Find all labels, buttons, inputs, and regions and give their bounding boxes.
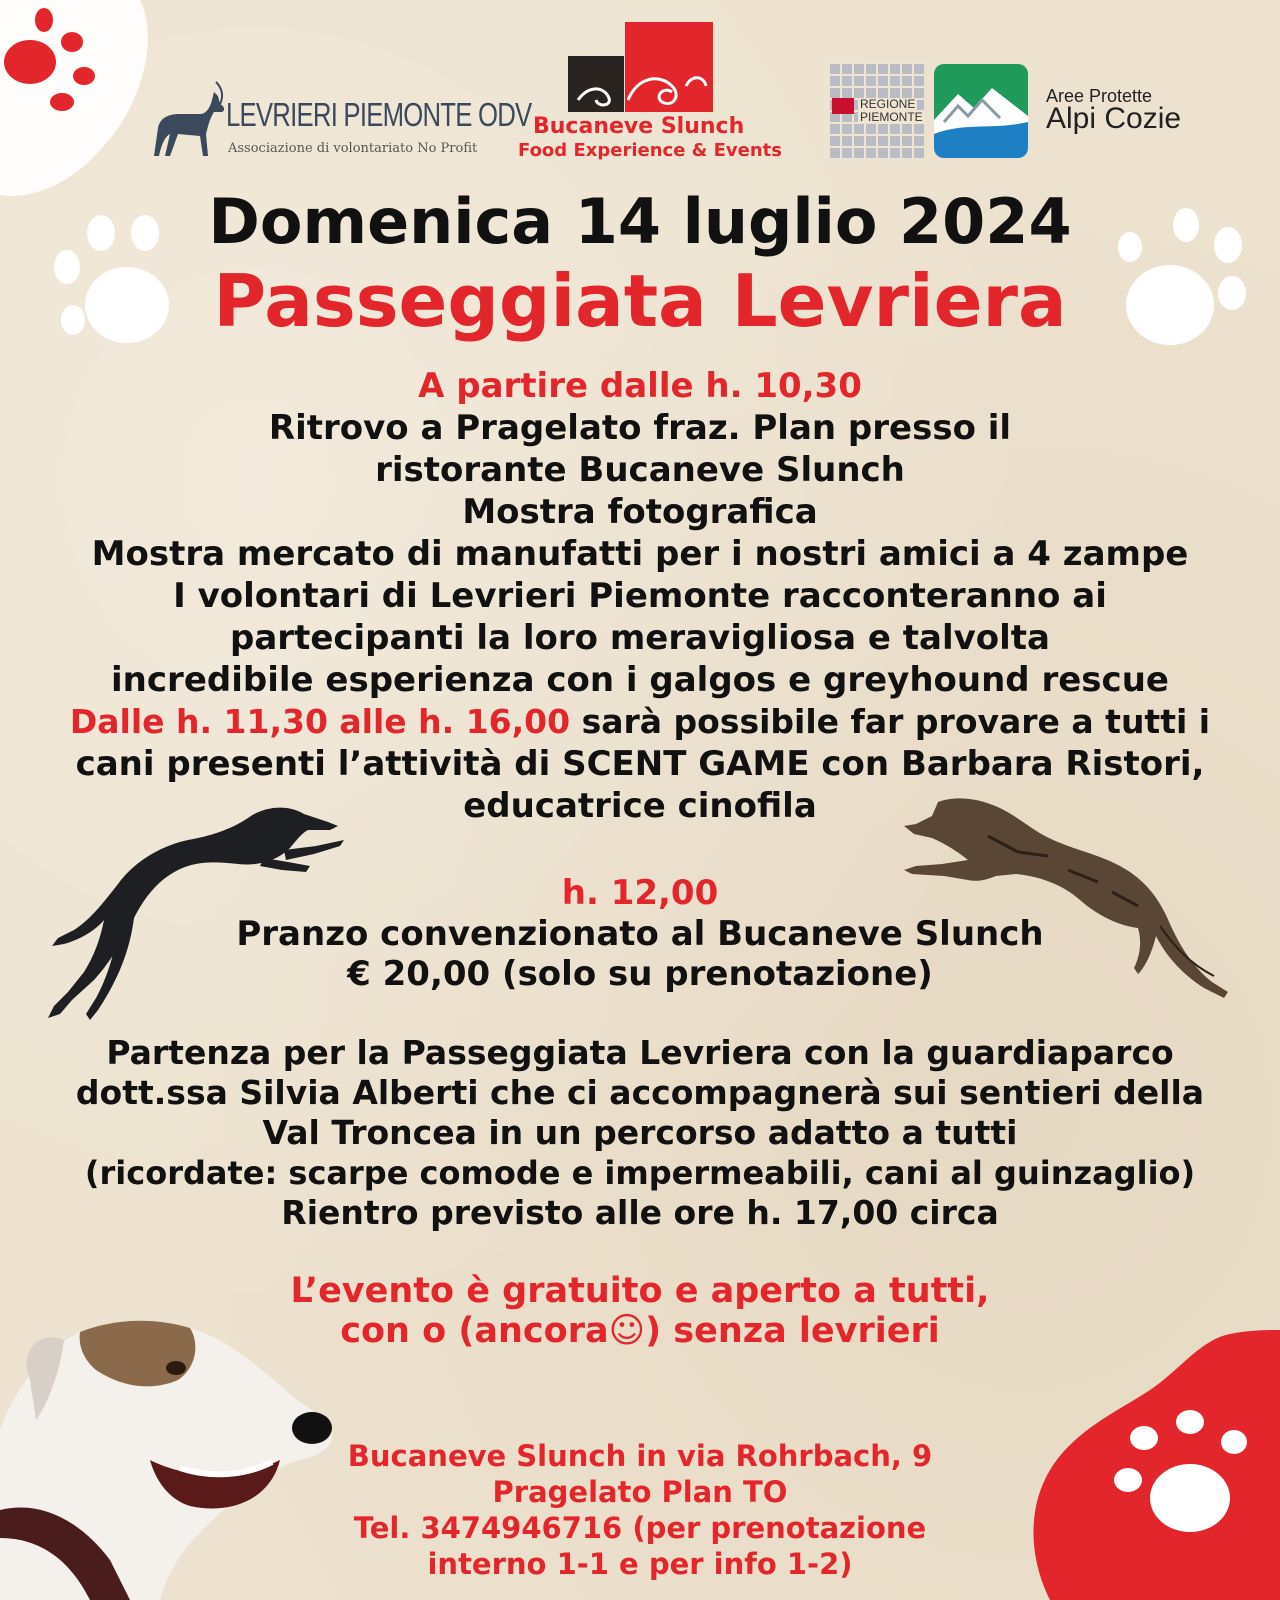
walk-line: Val Troncea in un percorso adatto a tutti bbox=[262, 1113, 1018, 1152]
scent-game-line: cani presenti l’attività di SCENT GAME con Barbara Ristori, bbox=[75, 744, 1205, 784]
contact-line: Bucaneve Slunch in via Rohrbach, 9 bbox=[347, 1439, 933, 1473]
aree-protette-line1: Aree Protette bbox=[1046, 86, 1153, 106]
aree-protette-line2: Alpi Cozie bbox=[1046, 102, 1182, 135]
regione-label-line1: REGIONE bbox=[860, 97, 916, 111]
free-event-line: L’evento è gratuito e aperto a tutti, bbox=[290, 1271, 990, 1311]
event-title: Passeggiata Levriera bbox=[213, 259, 1067, 343]
contact-line: interno 1-1 e per info 1-2) bbox=[427, 1547, 853, 1581]
mountain-logo-icon bbox=[934, 64, 1028, 158]
scent-game-line bbox=[0, 701, 1280, 743]
walk-line: Partenza per la Passeggiata Levriera con la guardiaparco bbox=[106, 1033, 1174, 1072]
walk-line: (ricordate: scarpe comode e impermeabili, cani al guinzaglio) bbox=[84, 1154, 1196, 1192]
start-time: A partire dalle h. 10,30 bbox=[418, 366, 862, 406]
lunch-line: Pranzo convenzionato al Bucaneve Slunch bbox=[236, 914, 1044, 954]
levrieri-logo-subtitle: Associazione di volontariato No Profit bbox=[228, 141, 478, 156]
paw-blob-top-left bbox=[0, 0, 160, 200]
bucaneve-logo-name: Bucaneve Slunch bbox=[533, 114, 745, 139]
walk-line: Rientro previsto alle ore h. 17,00 circa bbox=[281, 1193, 999, 1232]
event-date: Domenica 14 luglio 2024 bbox=[208, 185, 1072, 258]
meeting-line: Mostra mercato di manufatti per i nostri amici a 4 zampe bbox=[91, 534, 1189, 574]
scent-game-line: educatrice cinofila bbox=[463, 786, 817, 826]
meeting-line: Ritrovo a Pragelato fraz. Plan presso il bbox=[268, 408, 1012, 448]
meeting-line: Mostra fotografica bbox=[462, 492, 818, 532]
contact-line: Pragelato Plan TO bbox=[492, 1475, 788, 1509]
meeting-line: incredibile esperienza con i galgos e greyhound rescue bbox=[111, 660, 1169, 700]
regione-label-line2: PIEMONTE bbox=[860, 110, 923, 124]
meeting-line: partecipanti la loro meravigliosa e talvolta bbox=[230, 618, 1050, 658]
scent-game-text: sarà possibile far provare a tutti i bbox=[570, 702, 1211, 741]
bucaneve-logo-tagline: Food Experience & Events bbox=[518, 140, 782, 161]
scent-game-time: Dalle h. 11,30 alle h. 16,00 bbox=[69, 702, 571, 741]
contact-line: Tel. 3474946716 (per prenotazione bbox=[353, 1511, 927, 1545]
lunch-line: € 20,00 (solo su prenotazione) bbox=[347, 954, 933, 994]
greyhound-logo-icon bbox=[148, 78, 228, 160]
swirl-ornament-icon bbox=[568, 56, 713, 112]
regione-piemonte-flag bbox=[832, 98, 854, 114]
levrieri-logo-name: LEVRIERI PIEMONTE ODV bbox=[226, 96, 532, 133]
walk-line: dott.ssa Silvia Alberti che ci accompagnerà sui sentieri della bbox=[75, 1073, 1205, 1112]
meeting-line: I volontari di Levrieri Piemonte racconteranno ai bbox=[173, 576, 1107, 616]
free-event-line: con o (ancora☺) senza levrieri bbox=[340, 1311, 940, 1351]
lunch-time: h. 12,00 bbox=[561, 873, 719, 913]
meeting-line: ristorante Bucaneve Slunch bbox=[375, 450, 905, 490]
